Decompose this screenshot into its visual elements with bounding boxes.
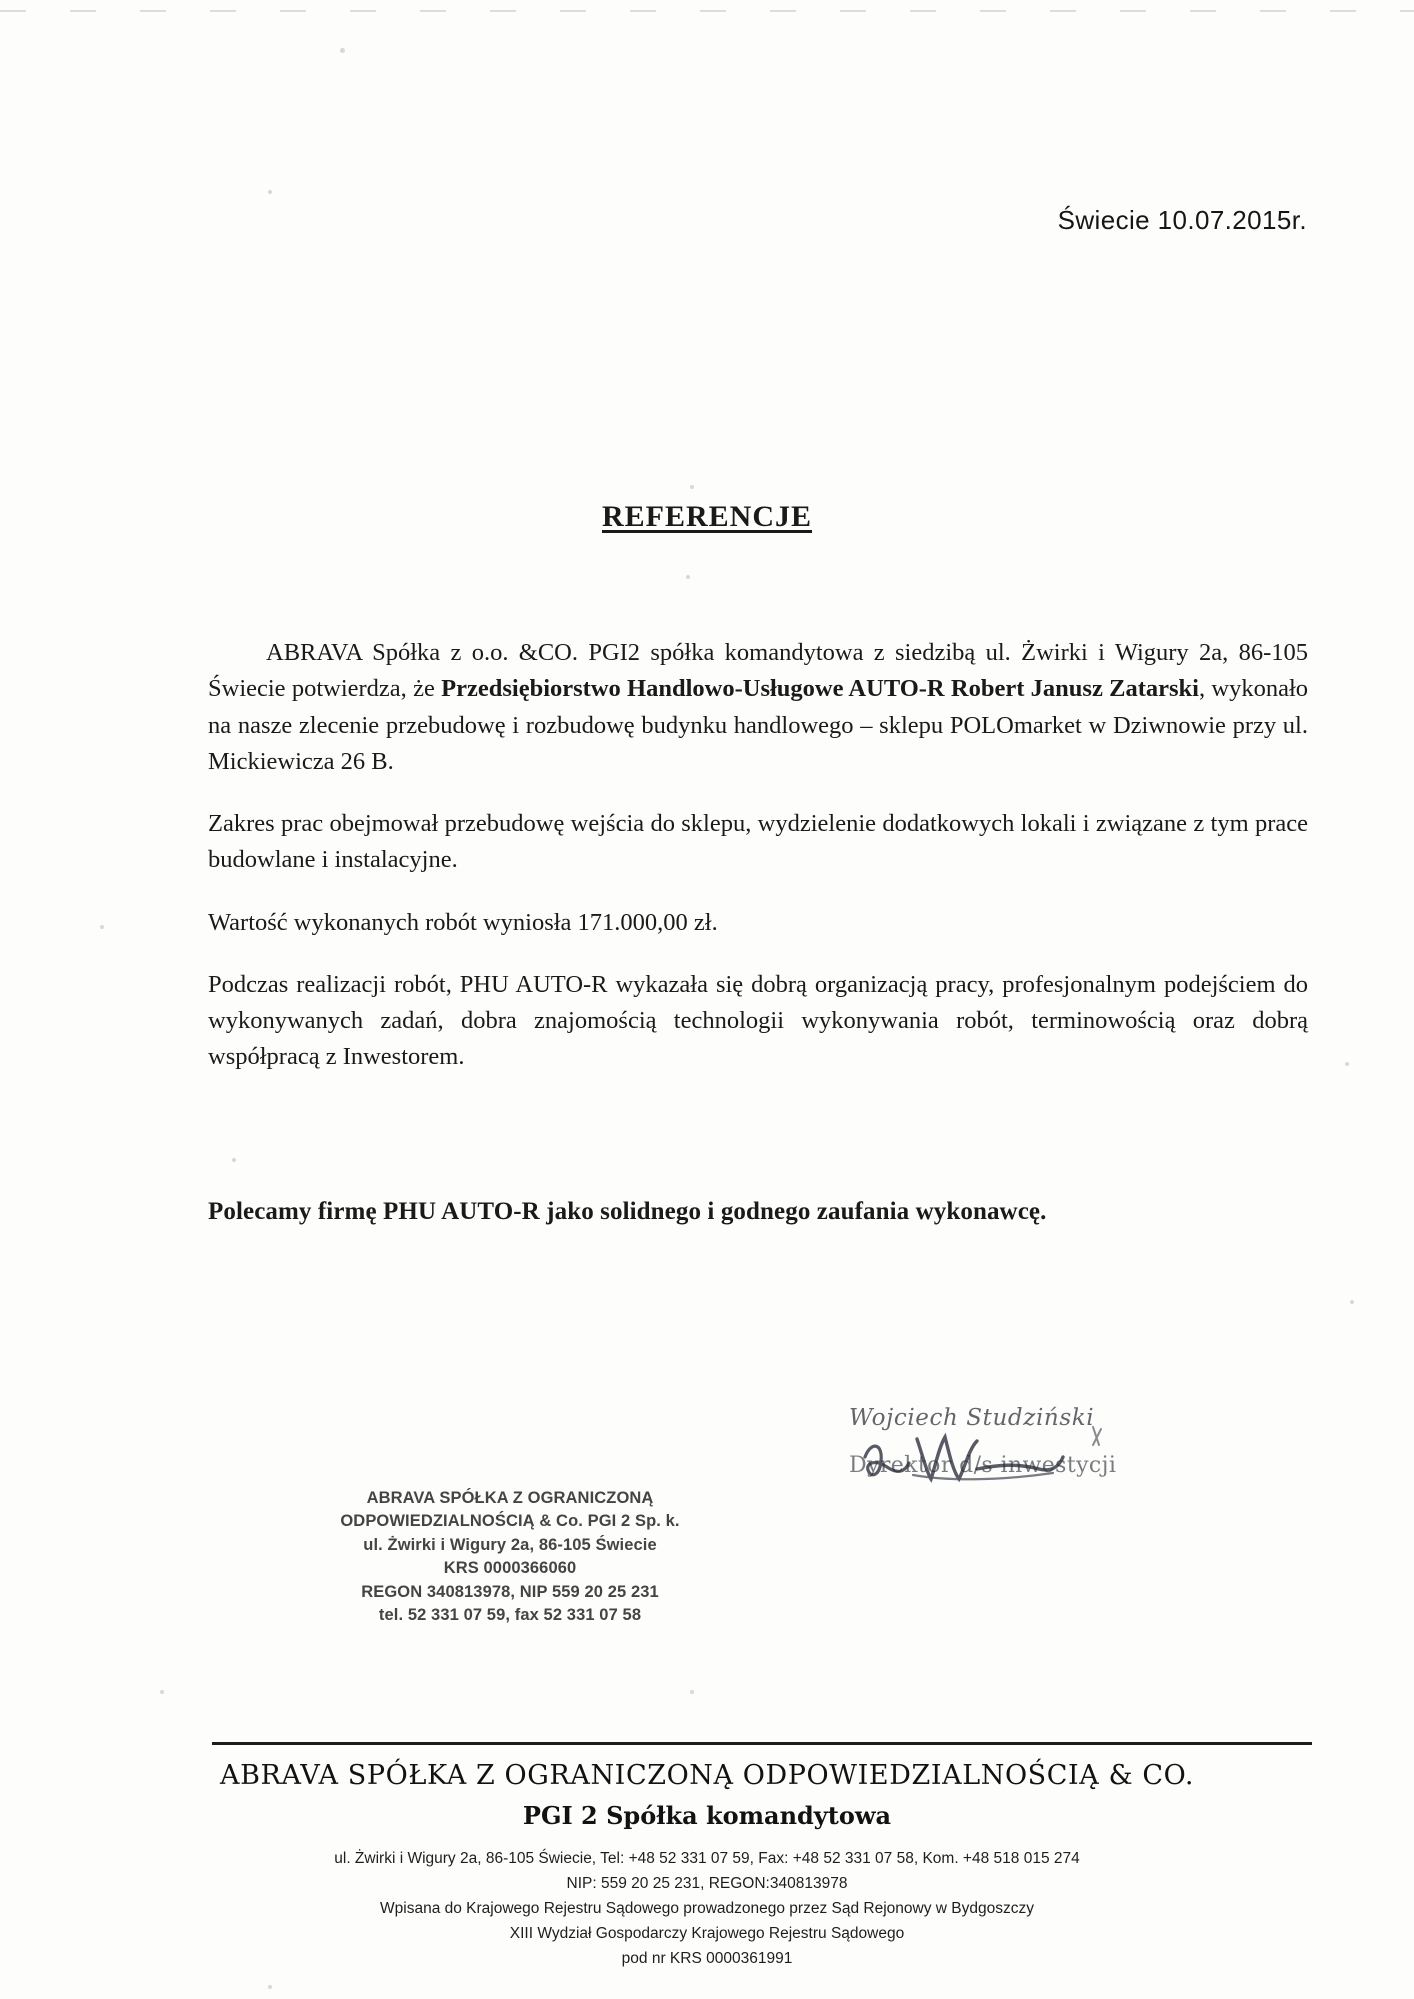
stamp-line: ABRAVA SPÓŁKA Z OGRANICZONĄ	[366, 1489, 654, 1507]
footer-registry-2: XIII Wydział Gospodarczy Krajowego Rejestru Sądowego	[509, 1925, 905, 1943]
stamp-line: ul. Żwirki i Wigury 2a, 86-105 Świecie	[363, 1535, 657, 1554]
signatory-role: Dyrektor d/s inwestycji	[849, 1453, 1117, 1478]
document-body	[208, 635, 1308, 1102]
scan-speck	[1350, 1300, 1354, 1304]
scan-speck	[690, 485, 694, 489]
scan-edge-artifact	[0, 10, 1414, 12]
scan-speck	[160, 1690, 164, 1694]
paragraph-intro-part-3: , wykonało na nasze zlecenie przebudowę i rozbudowę budynku handlowego – sklepu POLOmarket w Dziwnowie przy ul. Mickiewicza 26 B.	[208, 675, 1309, 775]
paragraph-intro	[208, 635, 1308, 780]
scan-speck	[268, 190, 272, 194]
signature-block	[849, 1405, 1269, 1478]
footer-divider	[212, 1742, 1312, 1745]
scan-speck	[340, 48, 345, 53]
paragraph-assessment: Podczas realizacji robót, PHU AUTO-R wykazała się dobrą organizacją pracy, profesjonalnym podejściem do wykonywanych zadań, dobra znajomością technologii wykonywania robót, terminowością oraz dobrą współpracą z Inwestorem.	[208, 970, 1308, 1071]
paragraph-intro-part-1: ABRAVA Spółka z o.o. &CO. PGI2 spółka komandytowa z siedzibą ul. Żwirki i Wigury 2a, 86-105 Świecie potwierdza, że	[208, 639, 1308, 703]
document-date: Świecie 10.07.2015r.	[1057, 205, 1307, 235]
footer-registry-3: pod nr KRS 0000361991	[621, 1950, 793, 1968]
footer-address: ul. Żwirki i Wigury 2a, 86-105 Świecie, Tel: +48 52 331 07 59, Fax: +48 52 331 07 58, Kom. +48 518 015 274	[334, 1850, 1080, 1867]
document-footer	[0, 1760, 1414, 1972]
paragraph-value: Wartość wykonanych robót wyniosła 171.000,00 zł.	[208, 908, 718, 936]
footer-registry-1: Wpisana do Krajowego Rejestru Sądowego prowadzonego przez Sąd Rejonowy w Bydgoszczy	[380, 1900, 1034, 1918]
stamp-line: ODPOWIEDZIALNOŚCIĄ & Co. PGI 2 Sp. k.	[340, 1512, 680, 1531]
contractor-name: Przedsiębiorstwo Handlowo-Usługowe AUTO-R Robert Janusz Zatarski	[441, 675, 1199, 703]
stamp-line: REGON 340813978, NIP 559 20 25 231	[361, 1582, 659, 1601]
stamp-line: tel. 52 331 07 59, fax 52 331 07 58	[378, 1606, 642, 1625]
recommendation-statement: Polecamy firmę PHU AUTO-R jako solidnego i godnego zaufania wykonawcę.	[208, 1198, 1047, 1225]
footer-company-form: PGI 2 Spółka komandytowa	[522, 1801, 892, 1830]
page-title: REFERENCJE	[601, 500, 813, 533]
scan-speck	[232, 1158, 236, 1162]
stamp-line: KRS 0000366060	[443, 1559, 577, 1578]
scan-speck	[690, 1690, 694, 1694]
signatory-name: Wojciech Studziński	[849, 1405, 1095, 1431]
company-stamp	[300, 1487, 720, 1628]
scan-speck	[268, 1985, 272, 1989]
paragraph-scope: Zakres prac obejmował przebudowę wejścia do sklepu, wydzielenie dodatkowych lokali i związane z tym prace budowlane i instalacyjne.	[208, 810, 1308, 874]
scan-speck	[100, 925, 104, 929]
scan-speck	[686, 575, 690, 579]
footer-ids: NIP: 559 20 25 231, REGON:340813978	[566, 1875, 848, 1893]
scan-speck	[1345, 1062, 1349, 1066]
footer-details	[0, 1846, 1414, 1972]
footer-company-name: ABRAVA SPÓŁKA Z OGRANICZONĄ ODPOWIEDZIALNOŚCIĄ & CO.	[220, 1760, 1194, 1791]
